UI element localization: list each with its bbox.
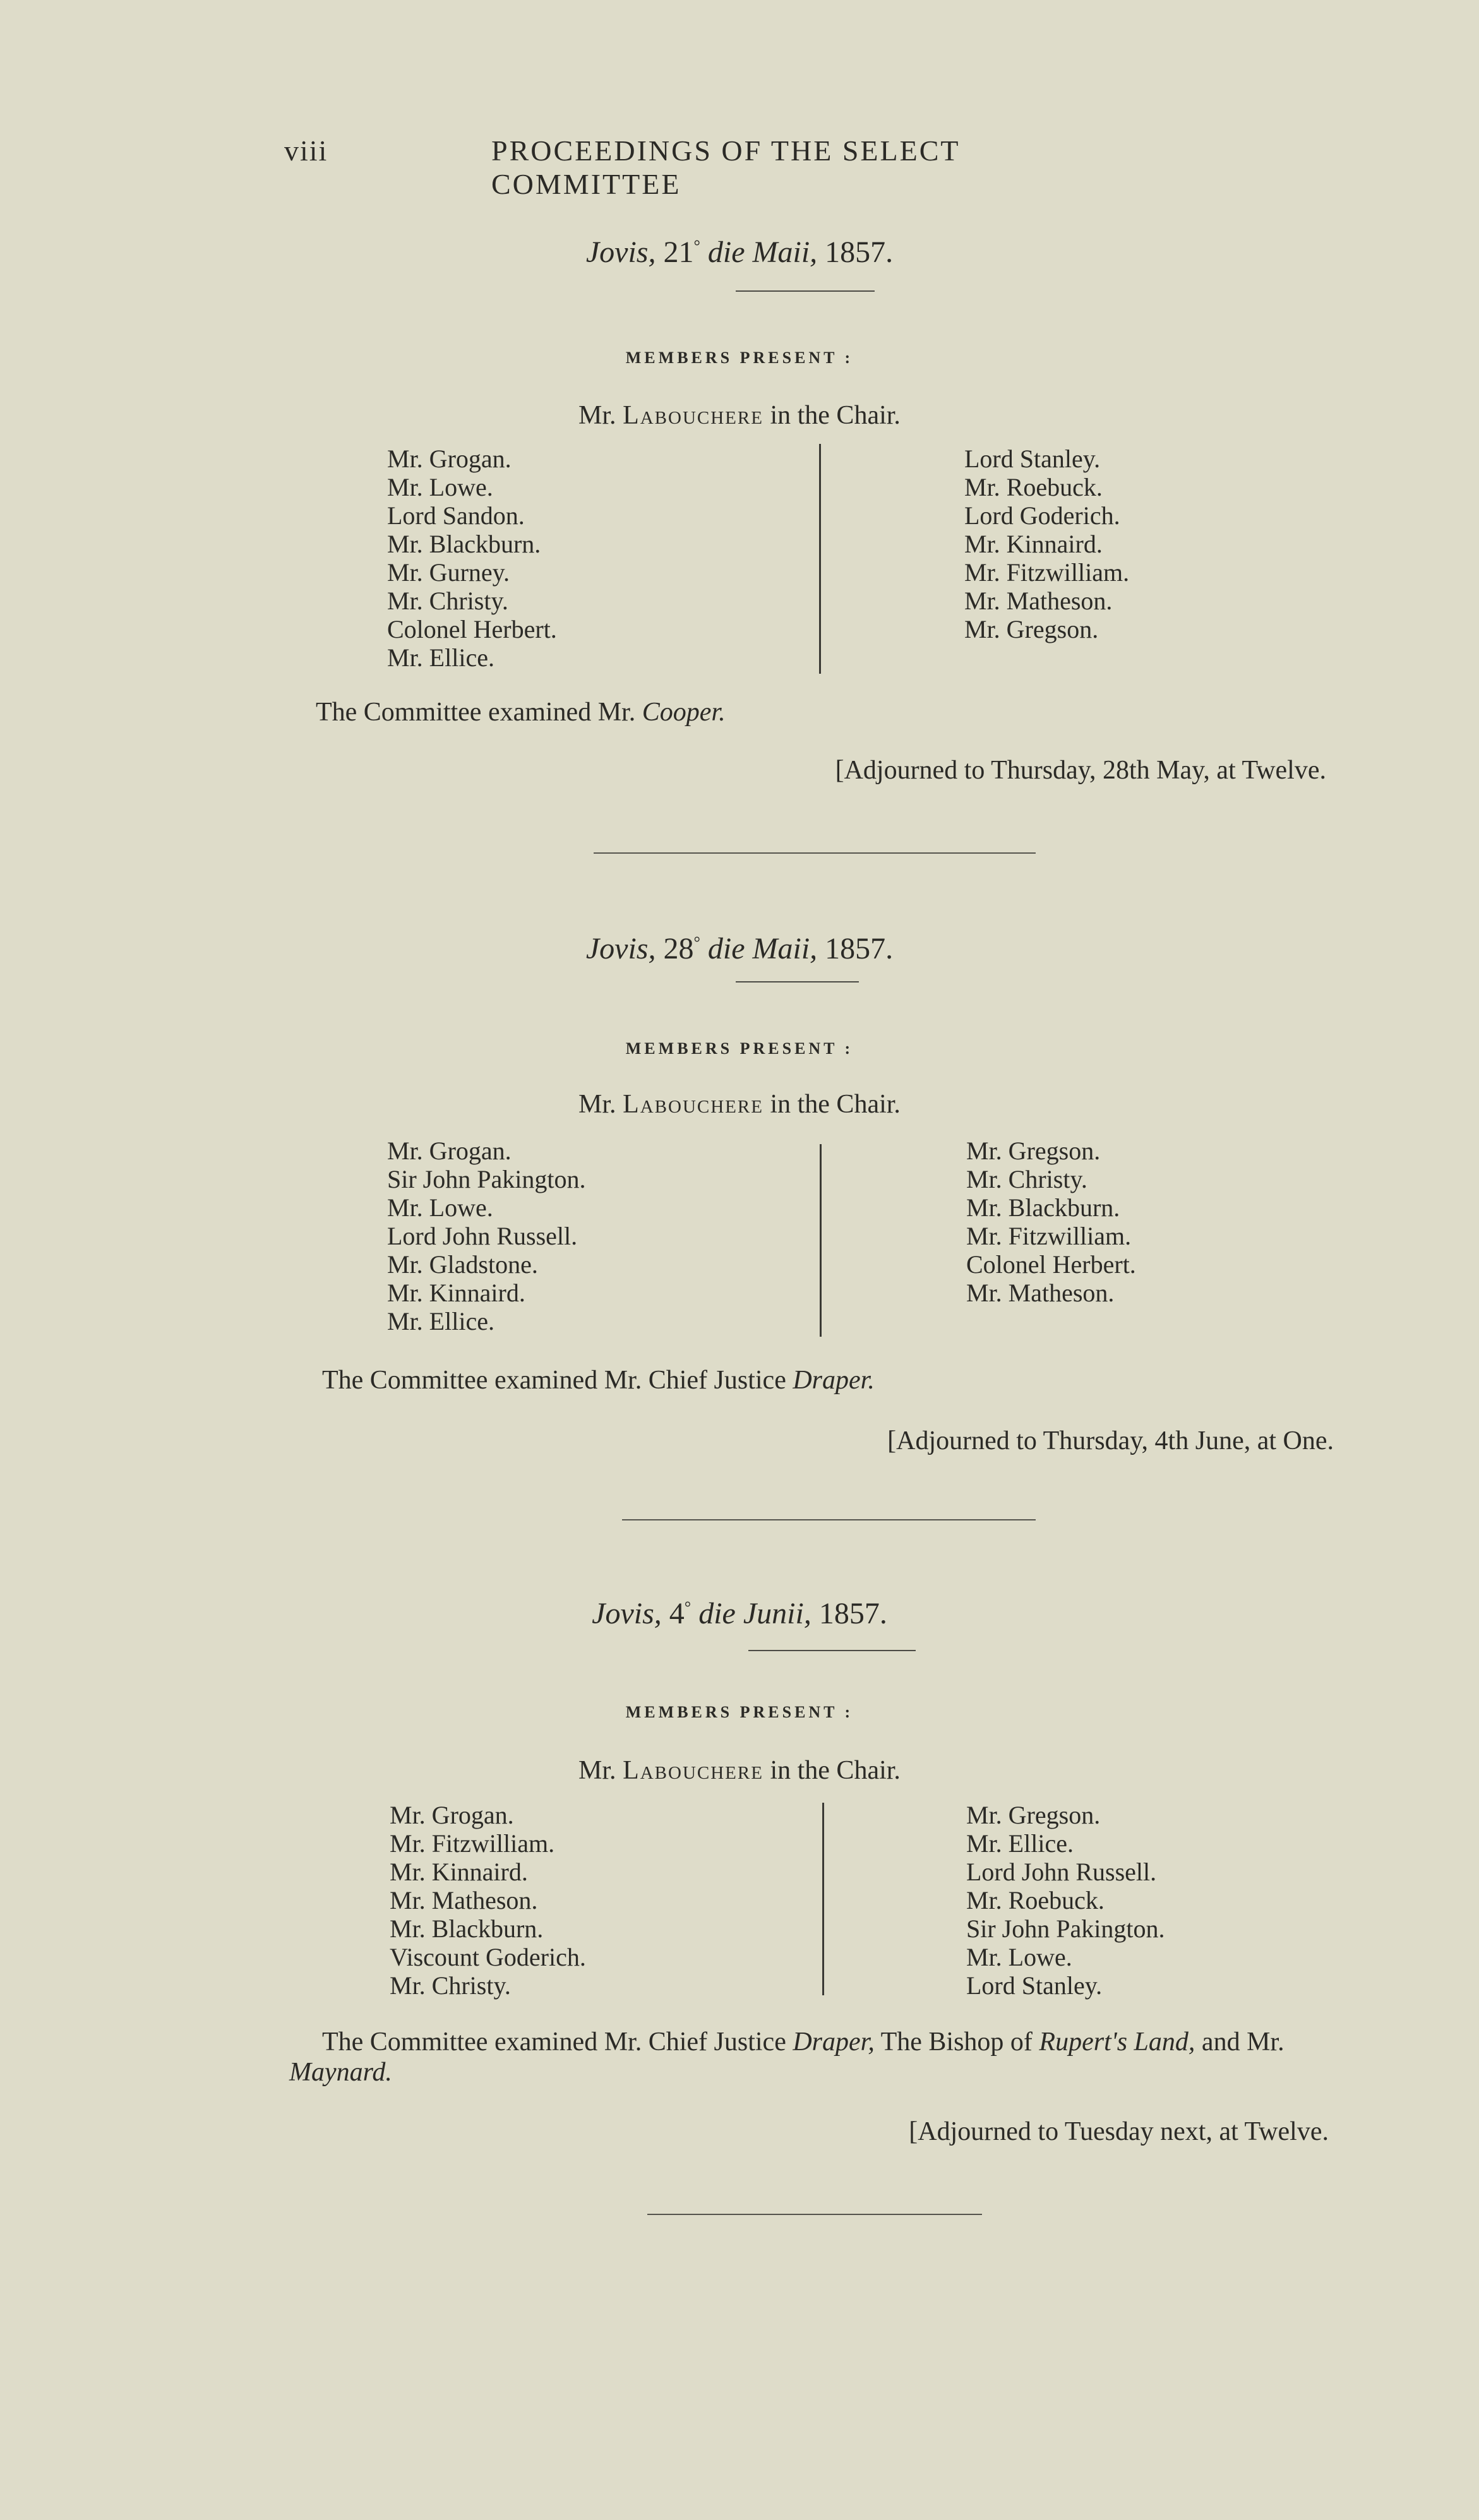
section-divider — [622, 1519, 1036, 1520]
member-name: Mr. Gladstone. — [387, 1250, 538, 1279]
member-name: Mr. Christy. — [387, 587, 508, 615]
member-name: Colonel Herbert. — [966, 1250, 1136, 1279]
adjournment-note: [Adjourned to Tuesday next, at Twelve. — [909, 2117, 1329, 2146]
member-name: Mr. Fitzwilliam. — [390, 1829, 555, 1858]
member-name: Mr. Gregson. — [964, 615, 1099, 643]
member-name: Mr. Christy. — [966, 1165, 1087, 1193]
member-name: Mr. Ellice. — [966, 1829, 1074, 1858]
member-name: Viscount Goderich. — [390, 1943, 586, 1971]
member-name: Mr. Kinnaird. — [387, 1279, 525, 1307]
member-name: Mr. Matheson. — [966, 1279, 1115, 1307]
members-present-heading: MEMBERS PRESENT : — [625, 349, 854, 367]
member-name: Mr. Matheson. — [390, 1886, 538, 1914]
member-name: Lord John Russell. — [966, 1858, 1157, 1886]
member-name: Sir John Pakington. — [387, 1165, 586, 1193]
members-right-column — [966, 1801, 1165, 2000]
member-name: Mr. Blackburn. — [390, 1914, 544, 1943]
member-name: Mr. Roebuck. — [966, 1886, 1105, 1914]
member-name: Mr. Blackburn. — [966, 1193, 1120, 1222]
member-name: Mr. Christy. — [390, 1971, 511, 2000]
witness-name: Draper. — [793, 1366, 875, 1395]
chair-line: Mr. Labouchere in the Chair. — [578, 401, 901, 430]
member-name: Lord Goderich. — [964, 501, 1120, 530]
member-name: Mr. Grogan. — [387, 445, 512, 473]
member-name: Sir John Pakington. — [966, 1914, 1165, 1943]
adjournment-note: [Adjourned to Thursday, 4th June, at One. — [887, 1426, 1334, 1455]
member-name: Mr. Roebuck. — [964, 473, 1103, 501]
sitting-date: Jovis, 28° die Maii, 1857. — [585, 932, 894, 965]
column-divider — [822, 1803, 824, 1995]
section-divider — [594, 852, 1036, 854]
member-name: Mr. Grogan. — [387, 1137, 512, 1165]
witness-name: Cooper. — [642, 698, 726, 727]
date-rule — [748, 1650, 916, 1651]
member-name: Mr. Fitzwilliam. — [964, 558, 1130, 587]
members-left-column — [390, 1801, 586, 2000]
member-name: Mr. Kinnaird. — [964, 530, 1103, 558]
member-name: Mr. Kinnaird. — [390, 1858, 528, 1886]
member-name: Mr. Gregson. — [966, 1801, 1101, 1829]
members-right-column — [966, 1137, 1136, 1307]
sitting-date: Jovis, 21° die Maii, 1857. — [585, 236, 894, 269]
date-rule — [736, 981, 859, 982]
section-divider — [647, 2214, 982, 2215]
members-left-column — [387, 445, 557, 672]
running-title: PROCEEDINGS OF THE SELECT COMMITTEE — [491, 134, 960, 200]
member-name: Lord Stanley. — [964, 445, 1101, 473]
sitting-date: Jovis, 4° die Junii, 1857. — [592, 1597, 887, 1630]
member-name: Lord John Russell. — [387, 1222, 578, 1250]
column-divider — [820, 1144, 822, 1337]
member-name: Mr. Grogan. — [390, 1801, 514, 1829]
members-left-column — [387, 1137, 585, 1335]
member-name: Mr. Lowe. — [387, 1193, 493, 1222]
examination-note: The Committee examined Mr. Cooper. — [316, 698, 726, 727]
witness-name: Maynard. — [289, 2058, 392, 2087]
member-name: Mr. Ellice. — [387, 643, 494, 672]
date-rule — [736, 290, 875, 292]
chair-line: Mr. Labouchere in the Chair. — [578, 1090, 901, 1119]
members-present-heading: MEMBERS PRESENT : — [625, 1039, 854, 1058]
examination-note: The Committee examined Mr. Chief Justice Draper, The Bishop of Rupert's Land, and Mr. Maynard. — [289, 2027, 1284, 2087]
member-name: Mr. Ellice. — [387, 1307, 494, 1335]
column-divider — [819, 444, 821, 674]
member-name: Mr. Fitzwilliam. — [966, 1222, 1132, 1250]
members-right-column — [964, 445, 1129, 643]
examination-note: The Committee examined Mr. Chief Justice Draper. — [322, 1366, 875, 1395]
adjournment-note: [Adjourned to Thursday, 28th May, at Twelve. — [835, 756, 1326, 785]
member-name: Colonel Herbert. — [387, 615, 557, 643]
member-name: Lord Sandon. — [387, 501, 525, 530]
members-present-heading: MEMBERS PRESENT : — [625, 1703, 854, 1721]
member-name: Mr. Lowe. — [966, 1943, 1072, 1971]
chair-line: Mr. Labouchere in the Chair. — [578, 1756, 901, 1785]
witness-name: Draper, — [793, 2027, 875, 2057]
member-name: Lord Stanley. — [966, 1971, 1103, 2000]
witness-name: Rupert's Land, — [1039, 2027, 1195, 2057]
member-name: Mr. Gurney. — [387, 558, 510, 587]
member-name: Mr. Lowe. — [387, 473, 493, 501]
member-name: Mr. Blackburn. — [387, 530, 541, 558]
member-name: Mr. Gregson. — [966, 1137, 1101, 1165]
member-name: Mr. Matheson. — [964, 587, 1113, 615]
page-number: viii — [284, 134, 328, 167]
